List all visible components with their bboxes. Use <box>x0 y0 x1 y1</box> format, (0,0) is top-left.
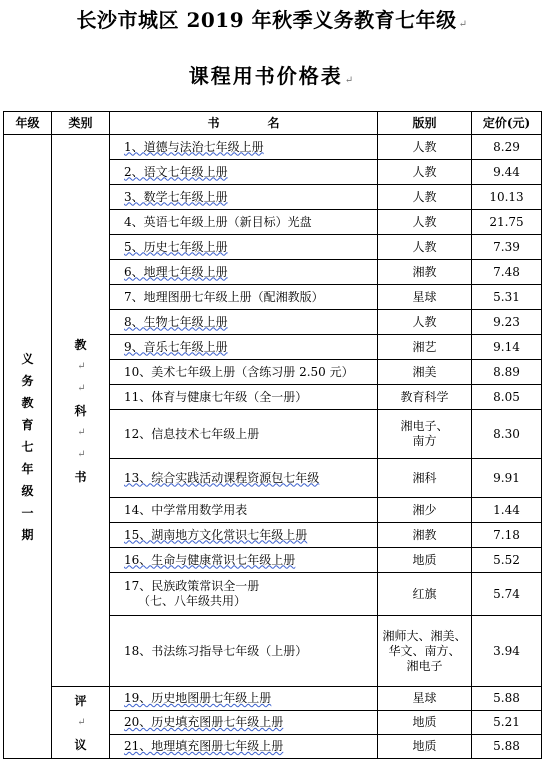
book-price: 5.21 <box>472 711 542 735</box>
book-name: 1、道德与法治七年级上册 <box>110 135 378 160</box>
book-name: 20、历史填充图册七年级上册 <box>110 711 378 735</box>
book-edition: 湘科 <box>378 459 472 498</box>
header-edition: 版别 <box>378 112 472 135</box>
book-name: 4、英语七年级上册（新目标）光盘 <box>110 210 378 235</box>
book-name: 10、美术七年级上册（含练习册 2.50 元） <box>110 360 378 385</box>
book-name: 15、湖南地方文化常识七年级上册 <box>110 523 378 548</box>
table-row <box>4 135 542 160</box>
book-price: 5.88 <box>472 687 542 711</box>
book-price: 5.31 <box>472 285 542 310</box>
book-price: 3.94 <box>472 616 542 687</box>
book-price: 8.89 <box>472 360 542 385</box>
document-subtitle: 课程用书价格表 ↵ <box>188 64 356 88</box>
book-price: 9.44 <box>472 160 542 185</box>
price-table <box>3 111 542 759</box>
category-review-cell: 评 ↵ 议 <box>52 687 110 759</box>
document-title: 长沙市城区 2019 年秋季义务教育七年级 ↵ <box>76 8 468 32</box>
book-edition: 星球 <box>378 285 472 310</box>
book-name: 12、信息技术七年级上册 <box>110 410 378 459</box>
book-price: 5.52 <box>472 548 542 573</box>
book-price: 5.74 <box>472 573 542 616</box>
book-name: 13、综合实践活动课程资源包七年级 <box>110 459 378 498</box>
category-textbook-cell: 教 ↵ ↵ 科 ↵ ↵ 书 <box>52 135 110 687</box>
book-edition: 湘教 <box>378 523 472 548</box>
book-name: 7、地理图册七年级上册（配湘教版） <box>110 285 378 310</box>
book-name: 18、书法练习指导七年级（上册） <box>110 616 378 687</box>
book-name: 9、音乐七年级上册 <box>110 335 378 360</box>
book-name: 2、语文七年级上册 <box>110 160 378 185</box>
book-name: 16、生命与健康常识七年级上册 <box>110 548 378 573</box>
book-price: 8.29 <box>472 135 542 160</box>
book-name: 21、地理填充图册七年级上册 <box>110 735 378 759</box>
book-price: 9.23 <box>472 310 542 335</box>
book-edition: 湘电子、 南方 <box>378 410 472 459</box>
book-price: 8.30 <box>472 410 542 459</box>
book-edition: 湘少 <box>378 498 472 523</box>
book-price: 1.44 <box>472 498 542 523</box>
book-edition: 人教 <box>378 160 472 185</box>
book-name: 5、历史七年级上册 <box>110 235 378 260</box>
book-edition: 教育科学 <box>378 385 472 410</box>
book-price: 7.18 <box>472 523 542 548</box>
table-row <box>4 687 542 711</box>
book-price: 9.91 <box>472 459 542 498</box>
header-category: 类别 <box>52 112 110 135</box>
book-price: 9.14 <box>472 335 542 360</box>
book-edition: 地质 <box>378 735 472 759</box>
book-edition: 星球 <box>378 687 472 711</box>
book-edition: 红旗 <box>378 573 472 616</box>
book-price: 7.39 <box>472 235 542 260</box>
grade-cell: 义 务 教 育 七 年 级 一 期 <box>4 135 52 759</box>
book-edition: 人教 <box>378 235 472 260</box>
book-edition: 湘师大、湘美、 华文、南方、 湘电子 <box>378 616 472 687</box>
book-edition: 人教 <box>378 210 472 235</box>
book-edition: 湘教 <box>378 260 472 285</box>
book-edition: 地质 <box>378 548 472 573</box>
book-name: 11、体育与健康七年级（全一册） <box>110 385 378 410</box>
book-name: 6、地理七年级上册 <box>110 260 378 285</box>
book-edition: 人教 <box>378 185 472 210</box>
book-name: 8、生物七年级上册 <box>110 310 378 335</box>
book-edition: 湘艺 <box>378 335 472 360</box>
book-name: 17、民族政策常识全一册 （七、八年级共用） <box>110 573 378 616</box>
book-name: 3、数学七年级上册 <box>110 185 378 210</box>
book-price: 8.05 <box>472 385 542 410</box>
book-name: 14、中学常用数学用表 <box>110 498 378 523</box>
table-header-row <box>4 112 542 135</box>
book-edition: 地质 <box>378 711 472 735</box>
book-name: 19、历史地图册七年级上册 <box>110 687 378 711</box>
book-price: 21.75 <box>472 210 542 235</box>
header-book: 书 名 <box>110 112 378 135</box>
book-price: 10.13 <box>472 185 542 210</box>
header-price: 定价(元) <box>472 112 542 135</box>
book-edition: 湘美 <box>378 360 472 385</box>
book-price: 5.88 <box>472 735 542 759</box>
book-edition: 人教 <box>378 135 472 160</box>
book-price: 7.48 <box>472 260 542 285</box>
book-edition: 人教 <box>378 310 472 335</box>
header-grade: 年级 <box>4 112 52 135</box>
